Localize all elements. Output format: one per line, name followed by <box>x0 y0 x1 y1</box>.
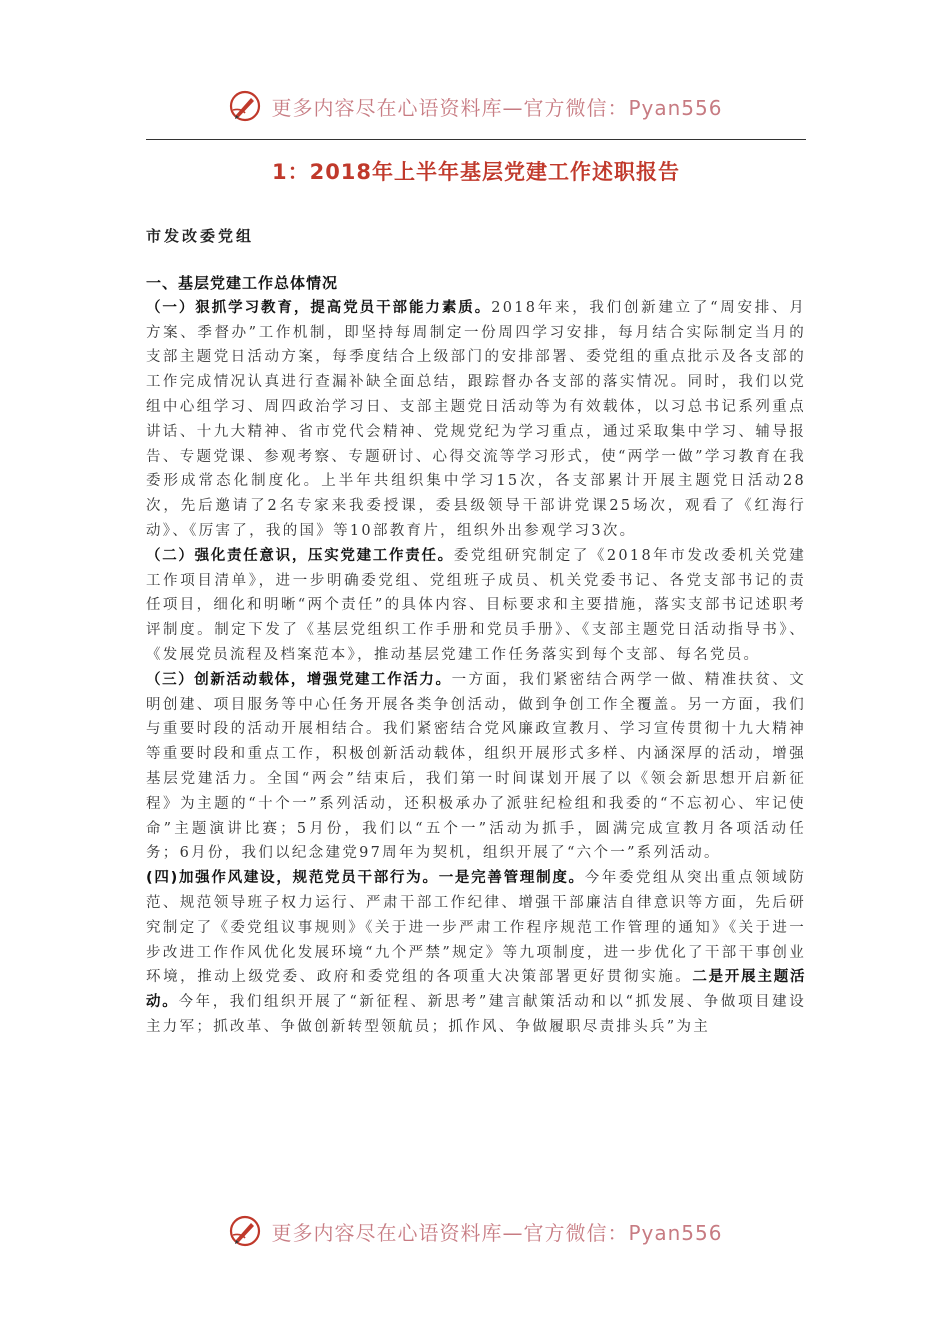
paragraph-body: 委党组研究制定了《2018年市发改委机关党建工作项目清单》，进一步明确委党组、党组班子成员、机关党委书记、各党支部书记的责任项目，细化和明晰“两个责任”的具体内容、目标要求和主要措施，落实支部书记述职考评制度。制定下发了《基层党组织工作手册和党员手册》、《支部主题党日活动指导书》、《发展党员流程及档案范本》，推动基层党建工作任务落实到每个支部、每名党员。 <box>146 547 807 663</box>
document-body <box>146 271 806 1040</box>
paragraph-lead: （一）狠抓学习教育，提高党员干部能力素质。 <box>146 299 492 316</box>
paragraph-2 <box>146 544 806 668</box>
banner-text: 更多内容尽在心语资料库—官方微信：Pyan556 <box>271 95 723 120</box>
paragraph-lead: （三）创新活动载体，增强党建工作活力。 <box>146 671 452 688</box>
paragraph-lead: (四)加强作风建设，规范党员干部行为。 <box>146 870 439 887</box>
header-banner <box>0 84 950 128</box>
paragraph-body: 今年，我们组织开展了“新征程、新思考”建言献策活动和以“抓发展、争做项目建设主力军；抓改革、争做创新转型领航员；抓作风、争做履职尽责排头兵”为主 <box>146 994 806 1035</box>
document-title: 1：2018年上半年基层党建工作述职报告 <box>271 160 681 184</box>
footer-banner <box>0 1209 950 1253</box>
sub-lead: 一是完善管理制度。 <box>438 870 585 887</box>
paragraph-body: 2018年来，我们创新建立了“周安排、月方案、季督办”工作机制，即坚持每周制定一份周四学习安排，每月结合实际制定当月的支部主题党日活动方案，每季度结合上级部门的安排部署、委党组的重点批示及各支部的工作完成情况认真进行查漏补缺全面总结，跟踪督办各支部的落实情况。同时，我们以党组中心组学习、周四政治学习日、支部主题党日活动等为有效载体，以习总书记系列重点讲话、十九大精神、省市党代会精神、党规党纪为学习重点，通过采取集中学习、辅导报告、专题党课、参观考察、专题研讨、心得交流等学习形式，使“两学一做”学习教育在我委形成常态化制度化。上半年共组织集中学习15次，各支部累计开展主题党日活动28次，先后邀请了2名专家来我委授课，委县级领导干部讲党课25场次，观看了《红海行动》、《厉害了，我的国》等10部教育片，组织外出参观学习3次。 <box>146 299 806 539</box>
paragraph-lead: （二）强化责任意识，压实党建工作责任。 <box>146 547 454 564</box>
pen-logo-icon <box>227 1213 263 1249</box>
pen-logo-icon <box>227 88 263 124</box>
section-heading: 一、基层党建工作总体情况 <box>146 274 339 292</box>
paragraph-3 <box>146 668 806 866</box>
header-divider <box>146 139 806 140</box>
banner-text: 更多内容尽在心语资料库—官方微信：Pyan556 <box>271 1220 723 1245</box>
paragraph-body: 今年委党组从突出重点领域防范、规范领导班子权力运行、严肃干部工作纪律、增强干部廉洁自律意识等方面，先后研究制定了《委党组议事规则》《关于进一步严肃工作程序规范工作管理的通知》《关于进一步改进工作作风优化发展环境“九个严禁”规定》等九项制度，进一步优化了干部干事创业环境，推动上级党委、政府和委党组的各项重大决策部署更好贯彻实施。 <box>146 870 806 986</box>
paragraph-4 <box>146 866 806 1040</box>
sub-lead: 二是开展主题活动。 <box>146 969 806 1011</box>
paragraph-1 <box>146 296 806 544</box>
organization-name: 市发改委党组 <box>146 227 255 245</box>
paragraph-body: 一方面，我们紧密结合两学一做、精准扶贫、文明创建、项目服务等中心任务开展各类争创活动，做到争创工作全覆盖。另一方面，我们与重要时段的活动开展相结合。我们紧密结合党风廉政宣教月、学习宣传贯彻十九大精神等重要时段和重点工作，积极创新活动载体，组织开展形式多样、内涵深厚的活动，增强基层党建活力。全国“两会”结束后，我们第一时间谋划开展了以《领会新思想开启新征程》为主题的“十个一”系列活动，还积极承办了派驻纪检组和我委的“不忘初心、牢记使命”主题演讲比赛；5月份，我们以“五个一”活动为抓手，圆满完成宣教月各项活动任务；6月份，我们以纪念建党97周年为契机，组织开展了“六个一”系列活动。 <box>146 671 806 862</box>
